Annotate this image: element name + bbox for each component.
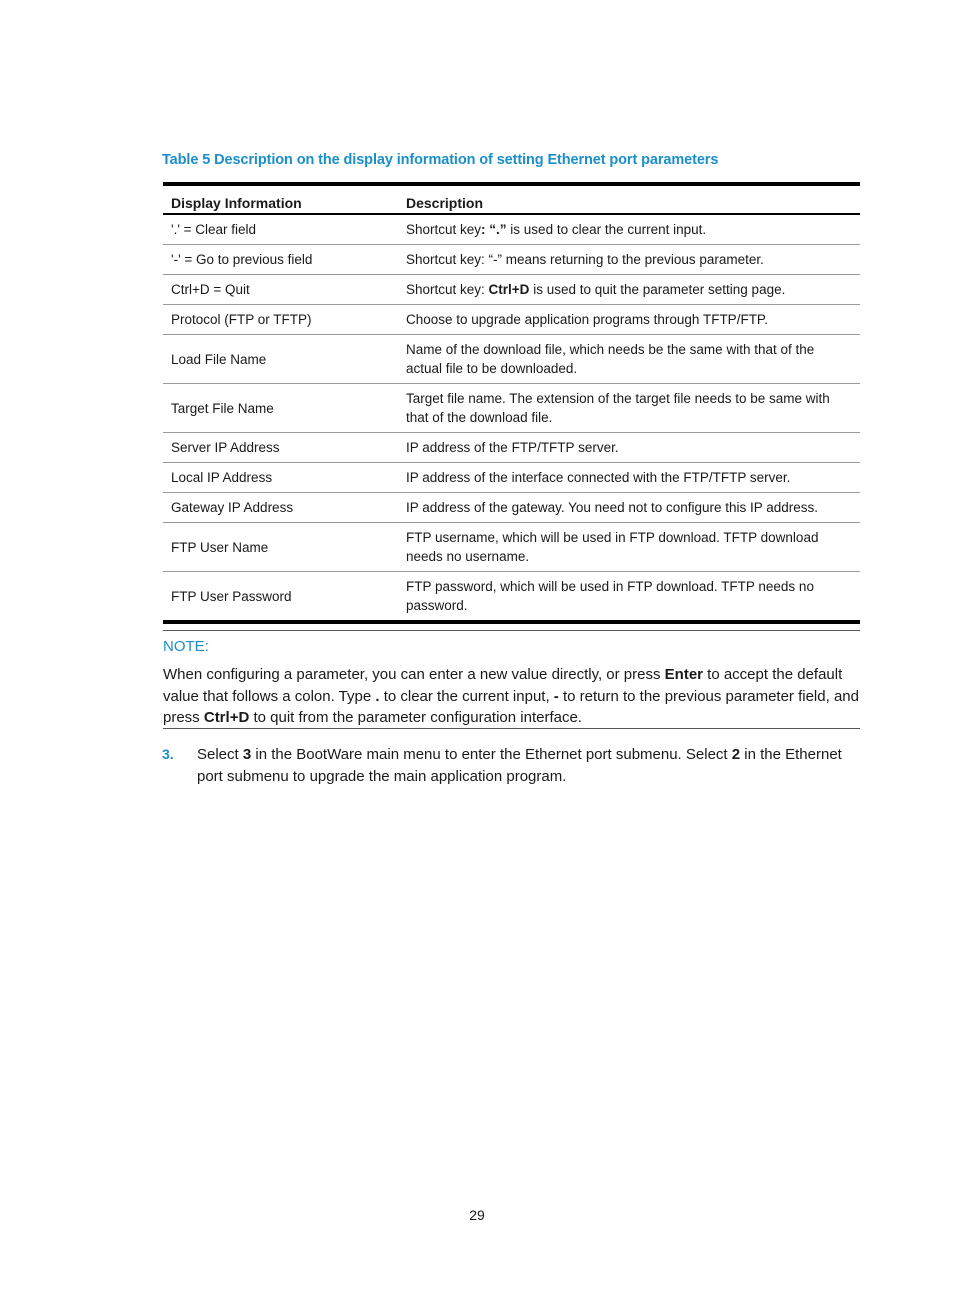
note-text: When configuring a parameter, you can enter a new value directly, or press Enter to accept the default value that follows a colon. Type . to clear the current input, - to return to the previous parameter field, and press Ctrl+D to quit from the parameter configuration interface. [163,666,859,726]
cell-desc: IP address of the interface connected with the FTP/TFTP server. [398,463,860,493]
cell-info: Gateway IP Address [163,493,398,523]
table-row [163,275,860,305]
cell-info: FTP User Name [163,523,398,572]
table-row [163,245,860,275]
table-row [163,463,860,493]
table-row [163,335,860,384]
page-number: 29 [469,1207,485,1223]
cell-info: '-' = Go to previous field [163,245,398,275]
cell-desc: Shortcut key: Ctrl+D is used to quit the parameter setting page. [398,275,860,305]
cell-desc: Name of the download file, which needs be the same with that of the actual file to be downloaded. [398,335,860,384]
cell-info: '.' = Clear field [171,222,257,237]
cell-desc: Shortcut key: “-” means returning to the previous parameter. [398,245,860,275]
cell-desc: IP address of the FTP/TFTP server. [398,433,860,463]
cell-desc: FTP password, which will be used in FTP download. TFTP needs no password. [398,572,860,623]
table-row [163,214,860,245]
note-bottom-rule [163,728,860,729]
note-top-rule [163,630,860,631]
cell-desc: Target file name. The extension of the target file needs to be same with that of the download file. [398,384,860,433]
note-label: NOTE: [163,638,209,655]
cell-info: FTP User Password [163,572,398,623]
parameter-table [163,182,860,624]
table-caption: Table 5 Description on the display information of setting Ethernet port parameters [162,152,719,168]
cell-desc: Choose to upgrade application programs through TFTP/FTP. [398,305,860,335]
header-display-information: Display Information [163,184,398,214]
step-number: 3. [162,746,174,762]
table-row [163,572,860,623]
cell-info: Local IP Address [163,463,398,493]
header-description: Description [398,184,860,214]
table-header-row [163,184,860,214]
table-row [163,433,860,463]
cell-info: Server IP Address [163,433,398,463]
table-row [163,384,860,433]
cell-desc: IP address of the gateway. You need not to configure this IP address. [398,493,860,523]
cell-desc: Shortcut key: “.” is used to clear the current input. [406,222,707,237]
cell-desc: FTP username, which will be used in FTP download. TFTP download needs no username. [398,523,860,572]
table-row [163,523,860,572]
cell-info: Load File Name [163,335,398,384]
cell-info: Protocol (FTP or TFTP) [163,305,398,335]
step-text: Select 3 in the BootWare main menu to enter the Ethernet port submenu. Select 2 in the Ethernet port submenu to upgrade the main application program. [197,746,842,785]
cell-info: Target File Name [163,384,398,433]
table-row [163,305,860,335]
table-row [163,493,860,523]
cell-info: Ctrl+D = Quit [163,275,398,305]
